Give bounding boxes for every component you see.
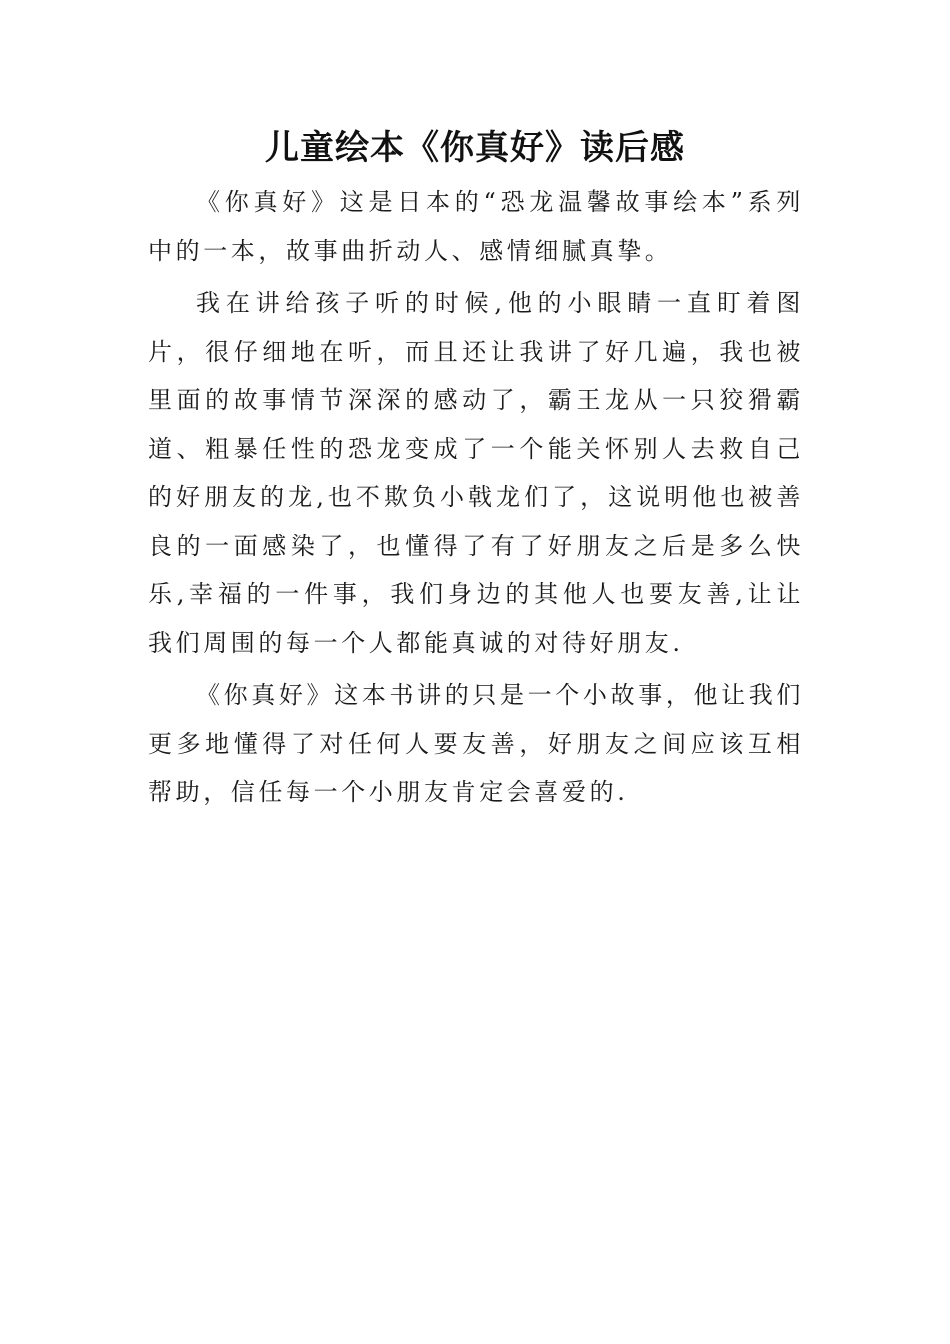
page-title: 儿童绘本《你真好》读后感: [265, 128, 685, 168]
document-body: [148, 178, 804, 817]
paragraph-story: 我在讲给孩子听的时候,他的小眼睛一直盯着图片，很仔细地在听，而且还让我讲了好几遍，我也被里面的故事情节深深的感动了，霸王龙从一只狡猾霸道、粗暴任性的恐龙变成了一个能关怀别人去救自己的好朋友的龙,也不欺负小戟龙们了，这说明他也被善良的一面感染了，也懂得了有了好朋友之后是多么快乐,幸福的一件事，我们身边的其他人也要友善,让让我们周围的每一个人都能真诚的对待好朋友.: [148, 289, 804, 657]
paragraph-intro: 《你真好》这是日本的“恐龙温馨故事绘本”系列中的一本，故事曲折动人、感情细腻真挚。: [148, 188, 804, 265]
paragraph-conclusion: 《你真好》这本书讲的只是一个小故事，他让我们更多地懂得了对任何人要友善，好朋友之间应该互相帮助，信任每一个小朋友肯定会喜爱的.: [148, 681, 804, 806]
